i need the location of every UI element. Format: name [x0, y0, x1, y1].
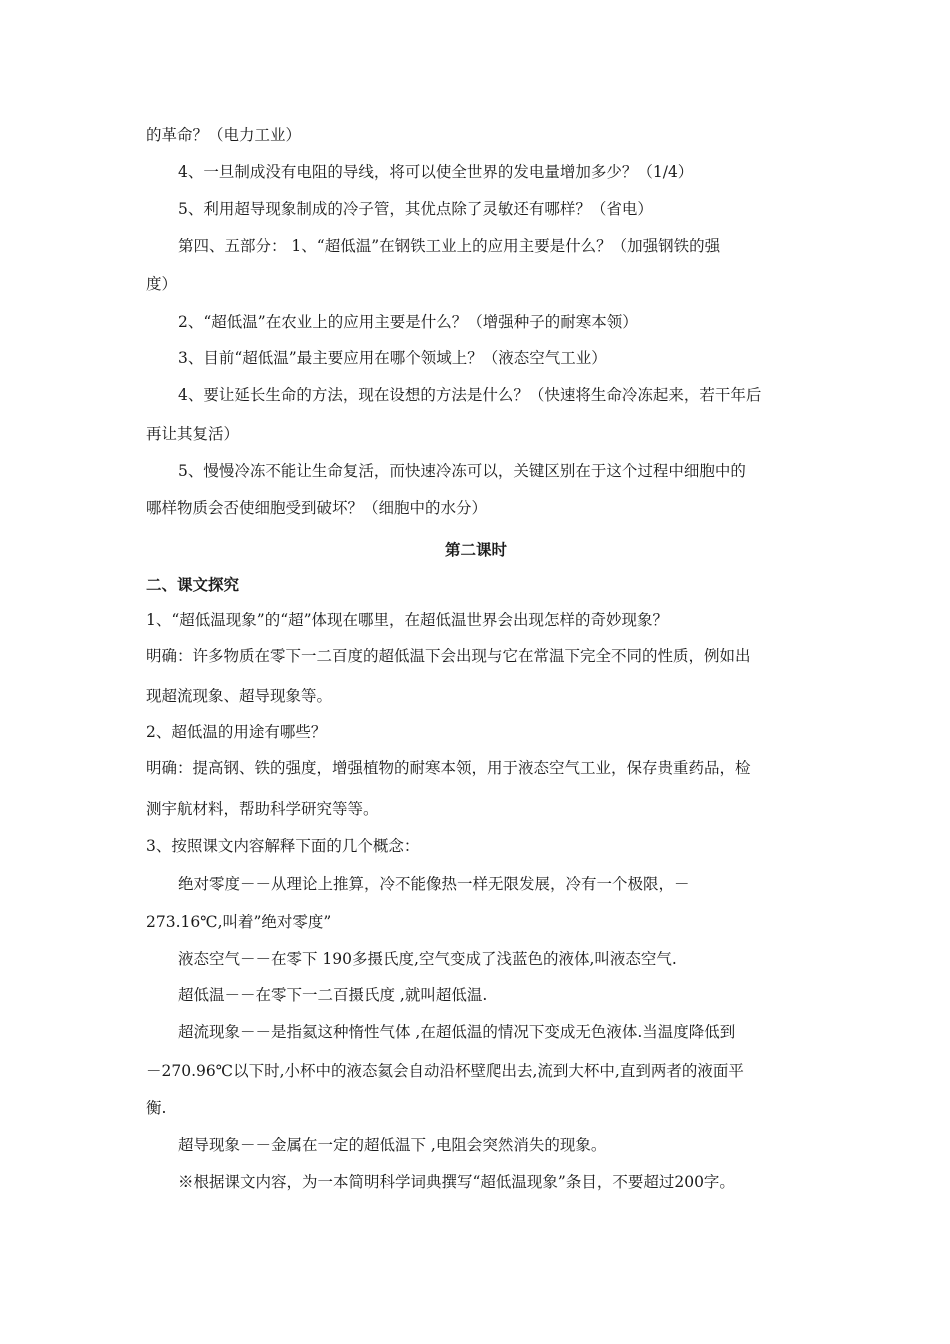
- concept-line: 超导现象－－金属在一定的超低温下 ,电阻会突然消失的现象。: [178, 1136, 607, 1154]
- concept-line: 衡.: [146, 1099, 167, 1117]
- explore-question: 1、“超低温现象”的“超”体现在哪里，在超低温世界会出现怎样的奇妙现象？: [146, 611, 669, 629]
- explore-question: 2、超低温的用途有哪些？: [146, 723, 327, 741]
- text-line: 的革命？（电力工业）: [146, 126, 302, 144]
- concept-line: 绝对零度－－从理论上推算，冷不能像热一样无限发展，冷有一个极限，－: [178, 875, 690, 893]
- concept-line: －270.96℃以下时,小杯中的液态氦会自动沿杯壁爬出去,流到大杯中,直到两者的液面平: [146, 1062, 744, 1080]
- explore-answer: 明确：许多物质在零下一二百度的超低温下会出现与它在常温下完全不同的性质，例如出: [146, 647, 751, 665]
- concept-line: 超低温－－在零下一二百摄氏度 ,就叫超低温.: [178, 986, 488, 1004]
- text-line: 哪样物质会否使细胞受到破坏？（细胞中的水分）: [146, 499, 488, 517]
- question-line: 2、“超低温”在农业上的应用主要是什么？（增强种子的耐寒本领）: [178, 313, 638, 331]
- concept-line: 273.16℃,叫着”绝对零度”: [146, 913, 332, 931]
- question-line: 4、要让延长生命的方法，现在设想的方法是什么？（快速将生命冷冻起来，若干年后: [178, 386, 762, 404]
- text-line: 度）: [146, 275, 178, 293]
- explore-answer: 现超流现象、超导现象等。: [146, 687, 333, 705]
- question-line: 5、利用超导现象制成的冷子管，其优点除了灵敏还有哪样？（省电）: [178, 200, 653, 218]
- question-line: 4、一旦制成没有电阻的导线，将可以使全世界的发电量增加多少？（1/4）: [178, 163, 694, 181]
- question-line: 5、慢慢冷冻不能让生命复活，而快速冷冻可以，关键区别在于这个过程中细胞中的: [178, 462, 746, 480]
- section-heading: 二、课文探究: [146, 576, 240, 594]
- explore-answer: 测宇航材料，帮助科学研究等等。: [146, 800, 379, 818]
- task-line: ※根据课文内容，为一本简明科学词典撰写“超低温现象”条目，不要超过200字。: [178, 1173, 735, 1191]
- explore-question: 3、按照课文内容解释下面的几个概念：: [146, 837, 420, 855]
- explore-answer: 明确：提高钢、铁的强度，增强植物的耐寒本领，用于液态空气工业，保存贵重药品，检: [146, 759, 751, 777]
- question-line: 3、目前“超低温”最主要应用在哪个领域上？（液态空气工业）: [178, 349, 607, 367]
- question-line: 第四、五部分： 1、“超低温”在钢铁工业上的应用主要是什么？（加强钢铁的强: [178, 237, 721, 255]
- concept-line: 超流现象－－是指氦这种惰性气体 ,在超低温的情况下变成无色液体.当温度降低到: [178, 1023, 736, 1041]
- text-line: 再让其复活）: [146, 425, 240, 443]
- section-title: 第二课时: [444, 541, 507, 559]
- concept-line: 液态空气－－在零下 190多摄氏度,空气变成了浅蓝色的液体,叫液态空气.: [178, 950, 677, 968]
